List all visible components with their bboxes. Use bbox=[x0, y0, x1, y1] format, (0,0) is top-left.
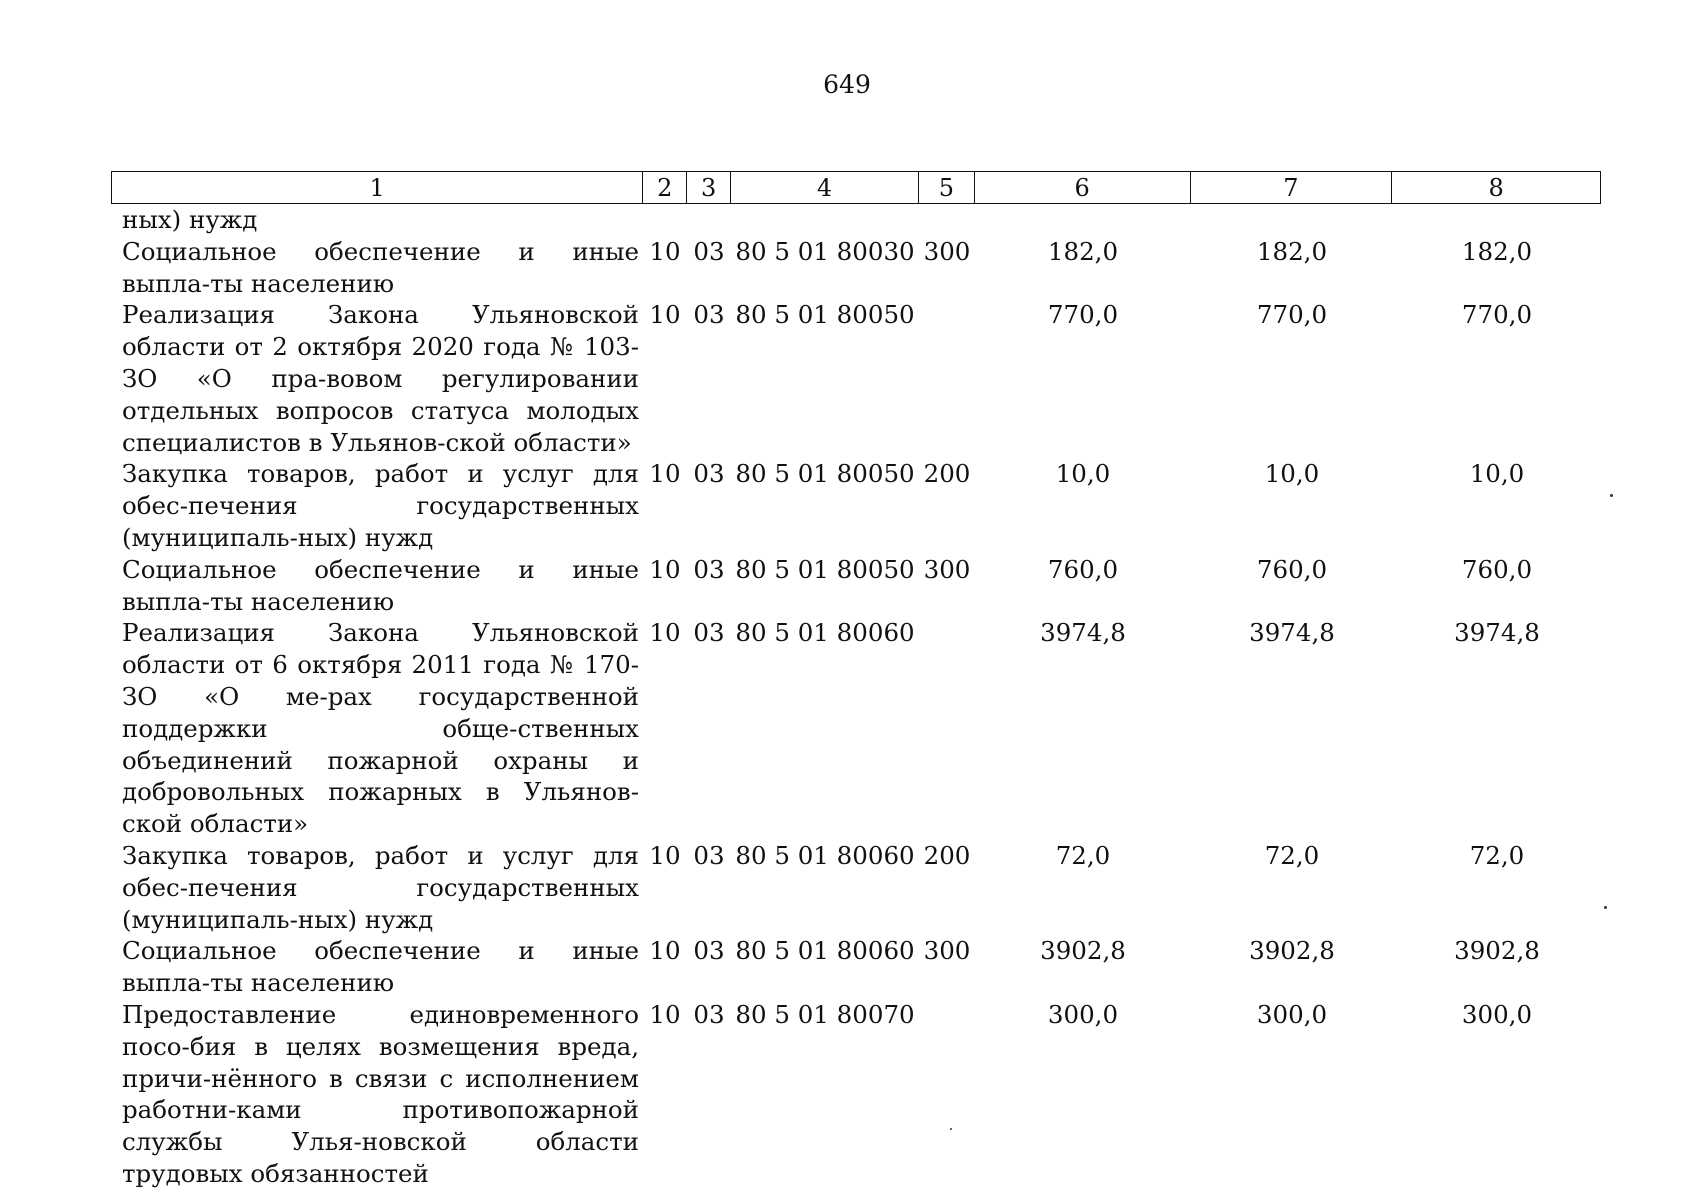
row-target-code: 80 5 01 80060 bbox=[735, 840, 915, 870]
page-number: 649 bbox=[823, 70, 871, 99]
column-header-5: 5 bbox=[919, 172, 975, 203]
table-row bbox=[111, 299, 1601, 458]
row-amount-7: 10,0 bbox=[1264, 459, 1320, 489]
table-row bbox=[111, 935, 1601, 999]
row-target-code: 80 5 01 80060 bbox=[735, 936, 915, 966]
column-header-7: 7 bbox=[1191, 172, 1393, 203]
row-section: 10 bbox=[649, 300, 681, 330]
table-row bbox=[111, 554, 1601, 618]
row-amount-7: 300,0 bbox=[1256, 999, 1328, 1029]
row-subsection: 03 bbox=[693, 459, 725, 489]
row-description: Социальное обеспечение и иные выпла-ты населению bbox=[122, 936, 639, 998]
column-header-1: 1 bbox=[112, 172, 643, 203]
table-row bbox=[111, 204, 1601, 236]
row-subsection: 03 bbox=[693, 300, 725, 330]
row-amount-7: 770,0 bbox=[1256, 300, 1328, 330]
row-amount-8: 300,0 bbox=[1461, 999, 1533, 1029]
row-target-code: 80 5 01 80050 bbox=[735, 459, 915, 489]
row-description: Социальное обеспечение и иные выпла-ты населению bbox=[122, 236, 639, 298]
row-subsection: 03 bbox=[693, 554, 725, 584]
column-header-6: 6 bbox=[975, 172, 1191, 203]
column-header-8: 8 bbox=[1488, 173, 1504, 202]
row-target-code: 80 5 01 80030 bbox=[735, 236, 915, 266]
row-amount-7: 760,0 bbox=[1256, 554, 1328, 584]
row-section: 10 bbox=[649, 840, 681, 870]
row-subsection: 03 bbox=[693, 936, 725, 966]
column-header-4: 4 bbox=[731, 172, 919, 203]
row-amount-6: 760,0 bbox=[1047, 554, 1119, 584]
row-section: 10 bbox=[649, 999, 681, 1029]
row-amount-8: 760,0 bbox=[1461, 554, 1533, 584]
row-amount-6: 72,0 bbox=[1055, 840, 1111, 870]
row-subsection: 03 bbox=[693, 999, 725, 1029]
row-amount-7: 3974,8 bbox=[1249, 618, 1335, 648]
row-expense-type: 200 bbox=[923, 840, 971, 870]
scan-speck bbox=[950, 1128, 952, 1130]
row-section: 10 bbox=[649, 618, 681, 648]
row-target-code: 80 5 01 80070 bbox=[735, 999, 915, 1029]
row-amount-8: 770,0 bbox=[1461, 300, 1533, 330]
row-amount-8: 72,0 bbox=[1469, 840, 1525, 870]
column-header-3: 3 bbox=[687, 172, 731, 203]
row-subsection: 03 bbox=[693, 618, 725, 648]
scan-speck bbox=[1610, 494, 1613, 497]
row-target-code: 80 5 01 80060 bbox=[735, 618, 915, 648]
row-target-code: 80 5 01 80050 bbox=[735, 300, 915, 330]
budget-table bbox=[111, 171, 1601, 1190]
row-amount-7: 182,0 bbox=[1256, 236, 1328, 266]
row-description: Закупка товаров, работ и услуг для обес-печения государственных (муниципаль-ных) нужд bbox=[122, 459, 639, 552]
row-expense-type: 300 bbox=[923, 936, 971, 966]
row-section: 10 bbox=[649, 936, 681, 966]
row-amount-7: 3902,8 bbox=[1249, 936, 1335, 966]
row-expense-type: 300 bbox=[923, 554, 971, 584]
row-section: 10 bbox=[649, 459, 681, 489]
column-number-header bbox=[111, 171, 1601, 204]
row-amount-6: 3974,8 bbox=[1040, 618, 1126, 648]
row-description: Социальное обеспечение и иные выпла-ты населению bbox=[122, 554, 639, 616]
row-subsection: 03 bbox=[693, 840, 725, 870]
row-description: Реализация Закона Ульяновской области от 6 октября 2011 года № 170-ЗО «О ме-рах государственной поддержки обще-ственных объединений пожарной охраны и добровольных пожарных в Ульянов-ской области» bbox=[122, 618, 639, 839]
row-amount-8: 10,0 bbox=[1469, 459, 1525, 489]
row-description: Реализация Закона Ульяновской области от 2 октября 2020 года № 103-ЗО «О пра-вовом регулировании отдельных вопросов статуса молодых специалистов в Ульянов-ской области» bbox=[122, 300, 639, 457]
row-amount-8: 3902,8 bbox=[1454, 936, 1540, 966]
row-description: Закупка товаров, работ и услуг для обес-печения государственных (муниципаль-ных) нужд bbox=[122, 840, 639, 934]
row-amount-6: 300,0 bbox=[1047, 999, 1119, 1029]
row-description: ных) нужд bbox=[122, 205, 258, 234]
row-amount-6: 10,0 bbox=[1055, 459, 1111, 489]
column-header-2: 2 bbox=[643, 172, 687, 203]
table-row bbox=[111, 458, 1601, 553]
row-subsection: 03 bbox=[693, 236, 725, 266]
row-amount-8: 182,0 bbox=[1461, 236, 1533, 266]
row-amount-6: 3902,8 bbox=[1040, 936, 1126, 966]
row-expense-type: 300 bbox=[923, 236, 971, 266]
row-amount-6: 770,0 bbox=[1047, 300, 1119, 330]
scan-speck bbox=[1604, 906, 1607, 909]
row-amount-7: 72,0 bbox=[1264, 840, 1320, 870]
row-section: 10 bbox=[649, 554, 681, 584]
row-amount-8: 3974,8 bbox=[1454, 618, 1540, 648]
table-row bbox=[111, 999, 1601, 1190]
row-expense-type: 200 bbox=[923, 459, 971, 489]
table-row bbox=[111, 840, 1601, 935]
table-row bbox=[111, 236, 1601, 300]
table-body bbox=[111, 204, 1601, 1190]
table-row bbox=[111, 617, 1601, 840]
row-amount-6: 182,0 bbox=[1047, 236, 1119, 266]
row-target-code: 80 5 01 80050 bbox=[735, 554, 915, 584]
row-section: 10 bbox=[649, 236, 681, 266]
row-description: Предоставление единовременного посо-бия в целях возмещения вреда, причи-нённого в связи с исполнением работни-ками противопожарной службы Улья-новской области трудовых обязанностей bbox=[122, 999, 639, 1188]
